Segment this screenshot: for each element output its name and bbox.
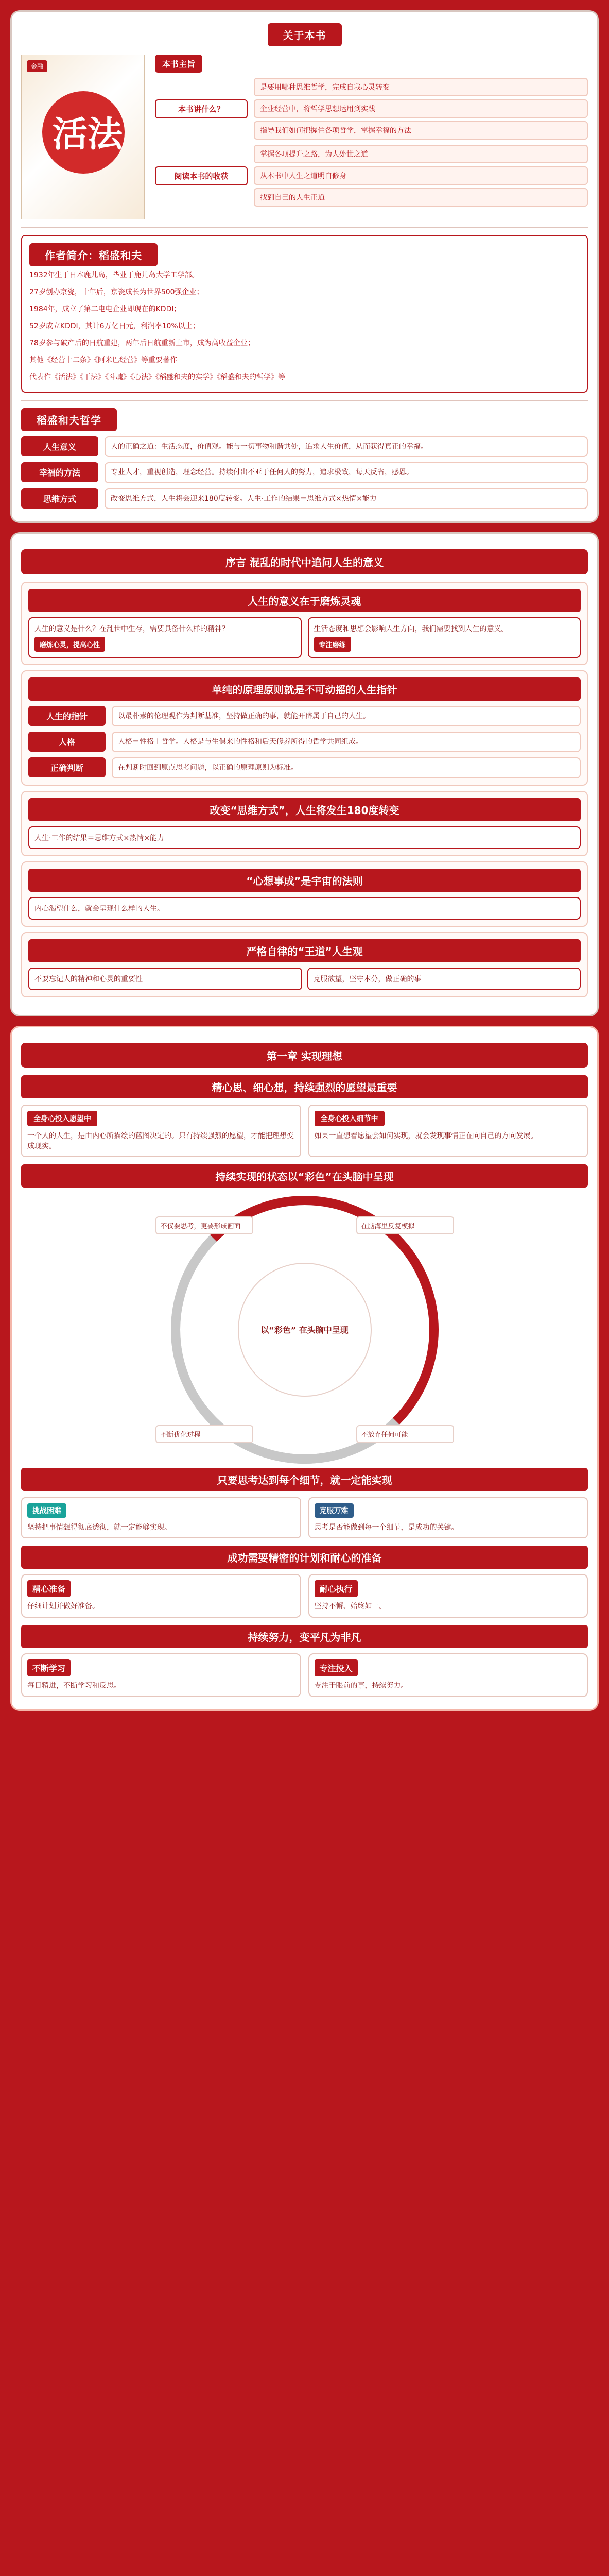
preface-banner: 人生的意义在于磨炼灵魂: [28, 589, 581, 612]
mindmap-items: [254, 78, 588, 140]
chapter1-box: [308, 1105, 588, 1157]
preface-right-text: 生活态度和思想会影响人生方向，我们需要找到人生的意义。: [314, 624, 509, 633]
explain-row: [21, 488, 588, 509]
author-line: 27岁创办京瓷，十年后，京瓷成长为世界500强企业；: [29, 283, 580, 300]
chapter1-box-text: 思考是否能做到每一个细节，是成功的关键。: [314, 1523, 459, 1532]
tree-node: [21, 1653, 301, 1697]
preface-left-box: [28, 617, 302, 658]
chapter1-box: [308, 1497, 588, 1538]
preface-left-button: 磨炼心灵，提高心性: [34, 637, 105, 652]
explain-content: 人的正确之道：生活态度，价值观。能与一切事物和谐共处，追求人生价值，从而获得真正的幸福。: [105, 436, 588, 457]
chapter1-banner-4: 持续努力，变平凡为非凡: [21, 1625, 588, 1648]
preface-banner: “心想事成”是宇宙的法则: [28, 869, 581, 892]
preface-row: [28, 706, 581, 726]
circle-center: 以“彩色” 在头脑中呈现: [238, 1263, 372, 1397]
tree-text: 仔细计划并做好准备。: [27, 1602, 99, 1611]
circle-label: 在脑海里反复模拟: [356, 1216, 454, 1234]
tree-title: 精心准备: [27, 1580, 71, 1597]
chapter1-section: [10, 1026, 599, 1711]
mindmap-item: 指导我们如何把握住各项哲学，掌握幸福的方法: [254, 121, 588, 140]
tree-text: 坚持不懈、始终如一。: [314, 1602, 387, 1611]
author-title: 作者简介：稻盛和夫: [29, 243, 158, 266]
chapter1-teal-label: 挑战困难: [27, 1503, 66, 1518]
author-line: 52岁成立KDDI，其计6万亿日元，利润率10%以上；: [29, 317, 580, 334]
chapter1-banner-2: 只要思考达到每个细节，就一定能实现: [21, 1468, 588, 1491]
author-line: 代表作《活法》《干法》《斗魂》《心法》《稻盛和夫的实学》《稻盛和夫的哲学》等: [29, 368, 580, 385]
preface-left-note: 不要忘记人的精神和心灵的重要性: [28, 968, 302, 990]
book-glyph: 活法: [53, 114, 123, 155]
divider: [21, 227, 588, 228]
mindmap-item: 是要用哪种思维哲学，完成自我心灵转变: [254, 78, 588, 96]
chapter1-pill: 全身心投入细节中: [315, 1111, 385, 1126]
preface-row-text: 以最朴素的伦理观作为判断基准，坚持做正确的事，就能开辟属于自己的人生。: [112, 706, 581, 726]
mindmap-items: [254, 145, 588, 207]
author-line: 其他《经营十二条》《阿米巴经营》等重要著作: [29, 351, 580, 368]
explain-label: 人生意义: [21, 436, 98, 456]
preface-header: 序言 混乱的时代中追问人生的意义: [21, 549, 588, 574]
preface-banner: 严格自律的“王道”人生观: [28, 939, 581, 962]
preface-right-button: 专注磨练: [314, 637, 351, 652]
circle-label: 不断优化过程: [155, 1425, 253, 1443]
mindmap-group-title: 本书讲什么？: [155, 99, 248, 118]
preface-row-label: 人生的指针: [28, 706, 106, 726]
tree-title: 耐心执行: [315, 1580, 358, 1597]
chapter1-blue-label: 克服万难: [315, 1503, 354, 1518]
tree-text: 专注于眼前的事，持续努力。: [314, 1682, 408, 1690]
preface-row-label: 人格: [28, 732, 106, 752]
preface-section: [10, 532, 599, 1016]
author-line: 1932年生于日本鹿儿岛，毕业于鹿儿岛大学工学部。: [29, 266, 580, 283]
divider: [21, 400, 588, 401]
book-brand-badge: 金融: [27, 60, 47, 72]
chapter1-box-text: 坚持把事情想得彻底透彻，就一定能够实现。: [27, 1523, 171, 1532]
mindmap-group-title: 阅读本书的收获: [155, 166, 248, 185]
explain-row: [21, 462, 588, 483]
preface-row: [28, 732, 581, 752]
chapter1-banner-circle: 持续实现的状态以“彩色”在头脑中呈现: [21, 1164, 588, 1188]
preface-right-note: 克服欲望，坚守本分，做正确的事: [307, 968, 581, 990]
mindmap-item: 掌握各项提升之路，为人处世之道: [254, 145, 588, 163]
tree-node: [308, 1653, 588, 1697]
circle-label: 不仅要思考，更要形成画面: [155, 1216, 253, 1234]
tree-node: [308, 1574, 588, 1618]
chapter1-circle-diagram: [160, 1196, 439, 1464]
chapter1-pill: 全身心投入愿望中: [27, 1111, 97, 1126]
mindmap-header: [155, 55, 588, 73]
preface-banner: 单纯的原理原则就是不可动摇的人生指针: [28, 677, 581, 701]
explain-content: 专业人才，重视创造，理念经营。持续付出不亚于任何人的努力，追求极致，每天反省，感恩。: [105, 462, 588, 483]
mindmap-root: 本书主旨: [155, 55, 202, 73]
preface-row-text: 在判断时回到原点思考问题，以正确的原理原则为标准。: [112, 757, 581, 778]
preface-card-3: [21, 791, 588, 856]
explain-title: 稻盛和夫哲学: [21, 408, 117, 431]
preface-card-1: [21, 582, 588, 665]
explain-content: 改变思维方式，人生将会迎来180度转变。人生·工作的结果＝思维方式×热情×能力: [105, 488, 588, 509]
chapter1-box: [21, 1105, 301, 1157]
circle-label: 不放弃任何可能: [356, 1425, 454, 1443]
chapter1-banner-1: 精心思、细心想，持续强烈的愿望最重要: [21, 1075, 588, 1098]
preface-banner: 改变“思维方式”，人生将发生180度转变: [28, 798, 581, 821]
about-section: [10, 10, 599, 523]
mindmap-item: 找到自己的人生正道: [254, 188, 588, 207]
tree-text: 每日精进，不断学习和反思。: [27, 1682, 121, 1690]
preface-row: [28, 757, 581, 778]
explain-row: [21, 436, 588, 457]
author-box: [21, 235, 588, 393]
preface-row-label: 正确判断: [28, 757, 106, 777]
preface-right-box: [308, 617, 581, 658]
author-line: 78岁参与破产后的日航重建，两年后日航重新上市，成为高收益企业；: [29, 334, 580, 351]
author-line: 1984年，成立了第二电电企业即现在的KDDI；: [29, 300, 580, 317]
explain-label: 幸福的方法: [21, 462, 98, 482]
preface-card-4: [21, 861, 588, 927]
chapter1-grid-2: [21, 1497, 588, 1538]
mindmap-item: 从本书中人生之道明白修身: [254, 166, 588, 185]
mindmap-group-1: [155, 78, 588, 140]
preface-formula: 人生·工作的结果＝思维方式×热情×能力: [28, 826, 581, 849]
explain-label: 思维方式: [21, 488, 98, 509]
book-cover: [21, 55, 145, 219]
preface-two-col: [28, 968, 581, 990]
chapter1-footer-tree: [21, 1653, 588, 1697]
mindmap-group-2: [155, 145, 588, 207]
mindmap-item: 企业经营中，将哲学思想运用到实践: [254, 99, 588, 118]
chapter1-grid-1: [21, 1105, 588, 1157]
chapter1-banner-3: 成功需要精密的计划和耐心的准备: [21, 1546, 588, 1569]
about-mindmap: [155, 55, 588, 219]
tree-title: 不断学习: [27, 1659, 71, 1676]
explain-grid: [21, 436, 588, 509]
chapter1-box-text: 如果一直想着愿望会如何实现，就会发现事情正在向自己的方向发展。: [314, 1131, 538, 1140]
tree-title: 专注投入: [315, 1659, 358, 1676]
chapter1-box: [21, 1497, 301, 1538]
about-row: [21, 55, 588, 219]
preface-left-text: 人生的意义是什么？在乱世中生存，需要具备什么样的精神？: [34, 624, 229, 633]
chapter1-tree: [21, 1574, 588, 1618]
preface-card-2: [21, 670, 588, 786]
preface-row-text: 人格＝性格＋哲学。人格是与生俱来的性格和后天修养所得的哲学共同组成。: [112, 732, 581, 752]
preface-law: 内心渴望什么，就会呈现什么样的人生。: [28, 897, 581, 920]
about-title: 关于本书: [268, 23, 342, 46]
chapter1-header: 第一章 实现理想: [21, 1043, 588, 1068]
chapter1-box-text: 一个人的人生，是由内心所描绘的蓝图决定的。只有持续强烈的愿望，才能把理想变成现实。: [27, 1131, 294, 1150]
preface-card-5: [21, 932, 588, 997]
tree-node: [21, 1574, 301, 1618]
preface-rows: [28, 706, 581, 778]
preface-grid: [28, 617, 581, 658]
